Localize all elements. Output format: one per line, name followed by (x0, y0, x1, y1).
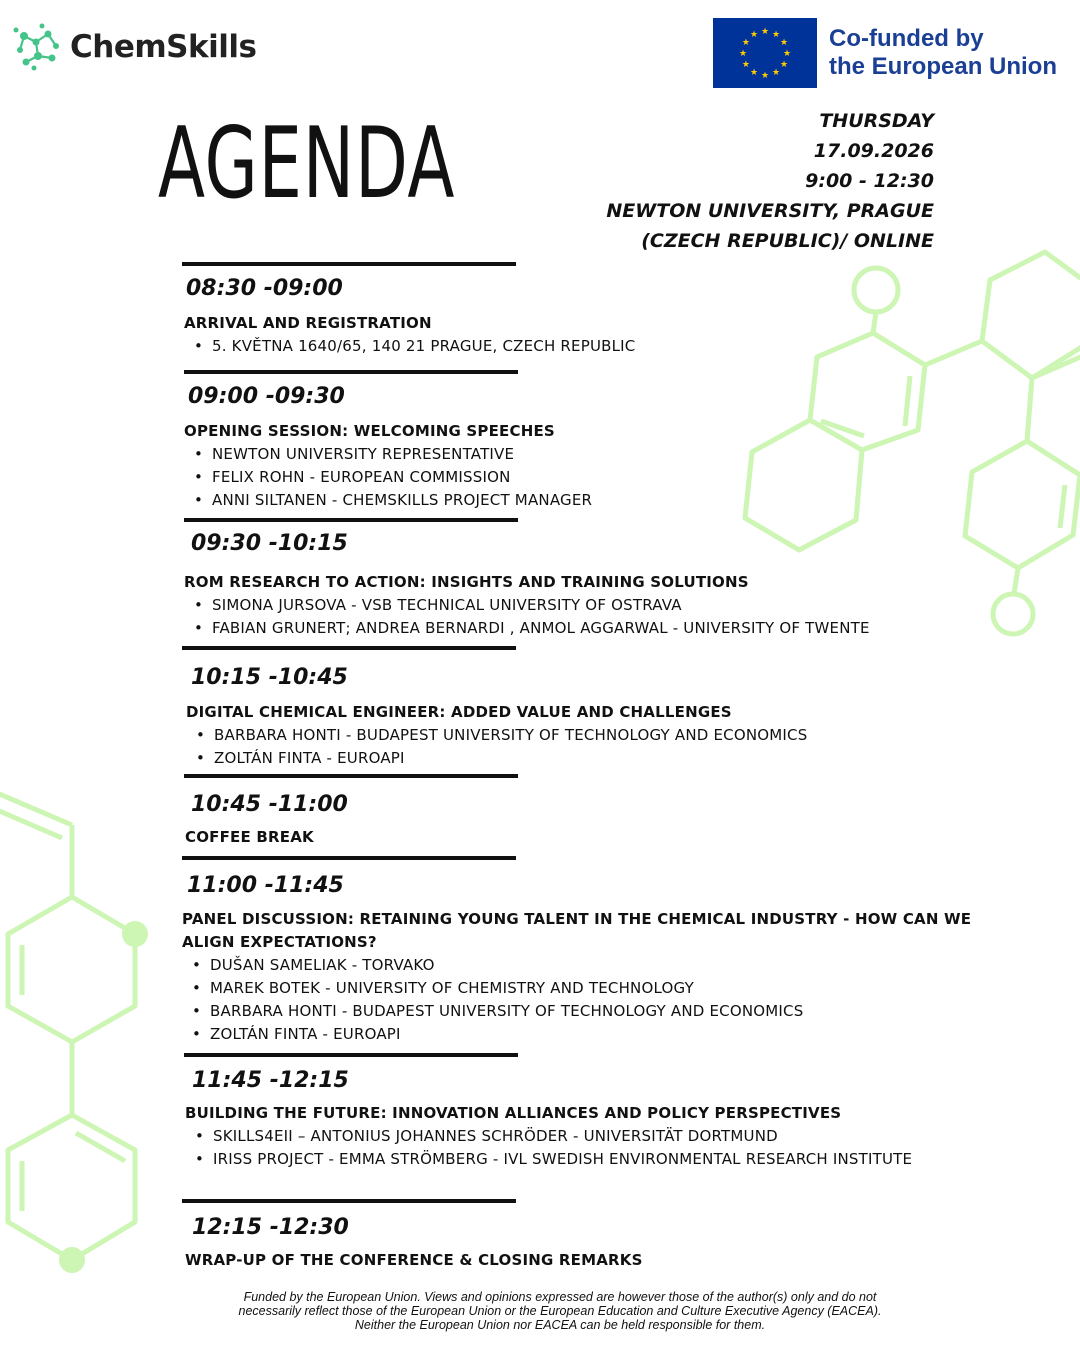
session-item: • BARBARA HONTI - BUDAPEST UNIVERSITY OF TECHNOLOGY AND ECONOMICS (192, 1000, 972, 1023)
eu-star-icon: ★ (780, 60, 789, 70)
session-title: ROM RESEARCH TO ACTION: INSIGHTS AND TRAINING SOLUTIONS (184, 573, 749, 591)
event-day: THURSDAY (819, 110, 934, 132)
session-item: • DUŠAN SAMELIAK - TORVAKO (192, 954, 972, 977)
molecule-atom-circle (993, 594, 1033, 634)
eu-star-icon: ★ (741, 60, 750, 70)
session-time: 12:15 -12:30 (192, 1215, 349, 1240)
session-item: • IRISS PROJECT - EMMA STRÖMBERG - IVL SWEDISH ENVIRONMENTAL RESEARCH INSTITUTE (195, 1148, 915, 1171)
session-item: • SKILLS4EII – ANTONIUS JOHANNES SCHRÖDER - UNIVERSITÄT DORTMUND (195, 1125, 915, 1148)
event-venue-line1: NEWTON UNIVERSITY, PRAGUE (606, 200, 934, 222)
session-item: • ANNI SILTANEN - CHEMSKILLS PROJECT MANAGER (194, 489, 592, 512)
section-divider (182, 646, 516, 650)
session-time: 11:45 -12:15 (192, 1068, 349, 1093)
session-title: WRAP-UP OF THE CONFERENCE & CLOSING REMARKS (185, 1251, 643, 1269)
molecule-hexagon (8, 897, 135, 1042)
session-time: 10:15 -10:45 (191, 665, 348, 690)
chemskills-logo[interactable] (12, 22, 256, 72)
eu-flag-icon (713, 18, 817, 88)
funding-disclaimer (170, 1290, 950, 1332)
session-item: • MAREK BOTEK - UNIVERSITY OF CHEMISTRY AND TECHNOLOGY (192, 977, 972, 1000)
session-time: 10:45 -11:00 (191, 792, 348, 817)
molecule-hexagon (8, 1115, 135, 1260)
session-title: OPENING SESSION: WELCOMING SPEECHES (184, 422, 555, 440)
section-divider (182, 262, 516, 266)
eu-cofunded-text (829, 25, 1057, 81)
event-date: 17.09.2026 (813, 140, 934, 162)
session-time: 08:30 -09:00 (186, 276, 343, 301)
molecule-hexagon (810, 333, 925, 450)
session-item: • ZOLTÁN FINTA - EUROAPI (196, 747, 807, 770)
session-item: • SIMONA JURSOVA - VSB TECHNICAL UNIVERSITY OF OSTRAVA (194, 594, 870, 617)
eu-star-icon: ★ (749, 29, 759, 40)
eu-star-icon: ★ (760, 71, 770, 81)
section-divider (184, 774, 518, 778)
eu-star-icon: ★ (760, 27, 770, 37)
eu-star-icon: ★ (771, 29, 781, 40)
disclaimer-line1: Funded by the European Union. Views and opinions expressed are however those of the author(s) only and do not (243, 1290, 877, 1304)
session-item: • NEWTON UNIVERSITY REPRESENTATIVE (194, 443, 592, 466)
agenda-session (184, 518, 870, 640)
session-item: • ZOLTÁN FINTA - EUROAPI (192, 1023, 972, 1046)
agenda-session (182, 1199, 643, 1272)
session-item: • BARBARA HONTI - BUDAPEST UNIVERSITY OF TECHNOLOGY AND ECONOMICS (196, 724, 807, 747)
eu-cofunded-badge (713, 18, 1057, 88)
session-title: BUILDING THE FUTURE: INNOVATION ALLIANCES AND POLICY PERSPECTIVES (185, 1104, 842, 1122)
session-item: • FELIX ROHN - EUROPEAN COMMISSION (194, 466, 592, 489)
molecule-atom-dot (122, 921, 148, 947)
molecule-hexagon (965, 441, 1080, 568)
molecule-atom-dot (59, 1247, 85, 1273)
session-time: 11:00 -11:45 (187, 873, 344, 898)
session-title: DIGITAL CHEMICAL ENGINEER: ADDED VALUE AND CHALLENGES (186, 703, 732, 721)
molecule-hexagon (982, 252, 1080, 378)
eu-star-icon: ★ (780, 38, 789, 48)
event-time: 9:00 - 12:30 (805, 170, 934, 192)
agenda-session (184, 370, 592, 512)
event-venue-line2: (CZECH REPUBLIC)/ ONLINE (641, 230, 934, 252)
disclaimer-line3: Neither the European Union nor EACEA can be held responsible for them. (354, 1318, 766, 1332)
agenda-session (184, 1053, 915, 1171)
session-title: PANEL DISCUSSION: RETAINING YOUNG TALENT IN THE CHEMICAL INDUSTRY - HOW CAN WE ALIGN EXPECTATIONS? (182, 910, 972, 951)
molecule-atom-circle (854, 268, 898, 312)
section-divider (184, 370, 518, 374)
disclaimer-line2: necessarily reflect those of the European Union or the European Education and Culture Executive Agency (EACEA). (238, 1304, 882, 1318)
chemskills-molecule-icon (12, 22, 62, 72)
eu-star-icon: ★ (738, 49, 748, 59)
eu-star-icon: ★ (782, 49, 792, 59)
eu-text-line1: Co-funded by (829, 25, 984, 52)
eu-text-line2: the European Union (829, 53, 1057, 80)
section-divider (182, 856, 516, 860)
logo-text: ChemSkills (70, 29, 257, 65)
page-title: AGENDA (158, 107, 456, 221)
session-title: ARRIVAL AND REGISTRATION (184, 314, 432, 332)
eu-star-icon: ★ (749, 68, 759, 79)
eu-star-icon: ★ (741, 38, 750, 48)
event-info (606, 106, 934, 256)
section-divider (184, 518, 518, 522)
agenda-session (182, 262, 635, 358)
session-time: 09:30 -10:15 (191, 531, 348, 556)
eu-star-icon: ★ (771, 68, 781, 79)
agenda-session (184, 774, 518, 849)
session-item: • FABIAN GRUNERT; ANDREA BERNARDI , ANMOL AGGARWAL - UNIVERSITY OF TWENTE (194, 617, 870, 640)
section-divider (184, 1053, 518, 1057)
session-time: 09:00 -09:30 (188, 384, 345, 409)
section-divider (182, 1199, 516, 1203)
agenda-session (182, 646, 807, 770)
session-item: • 5. KVĚTNA 1640/65, 140 21 PRAGUE, CZECH REPUBLIC (194, 335, 635, 358)
agenda-session (182, 856, 972, 1046)
session-title: COFFEE BREAK (185, 828, 314, 846)
